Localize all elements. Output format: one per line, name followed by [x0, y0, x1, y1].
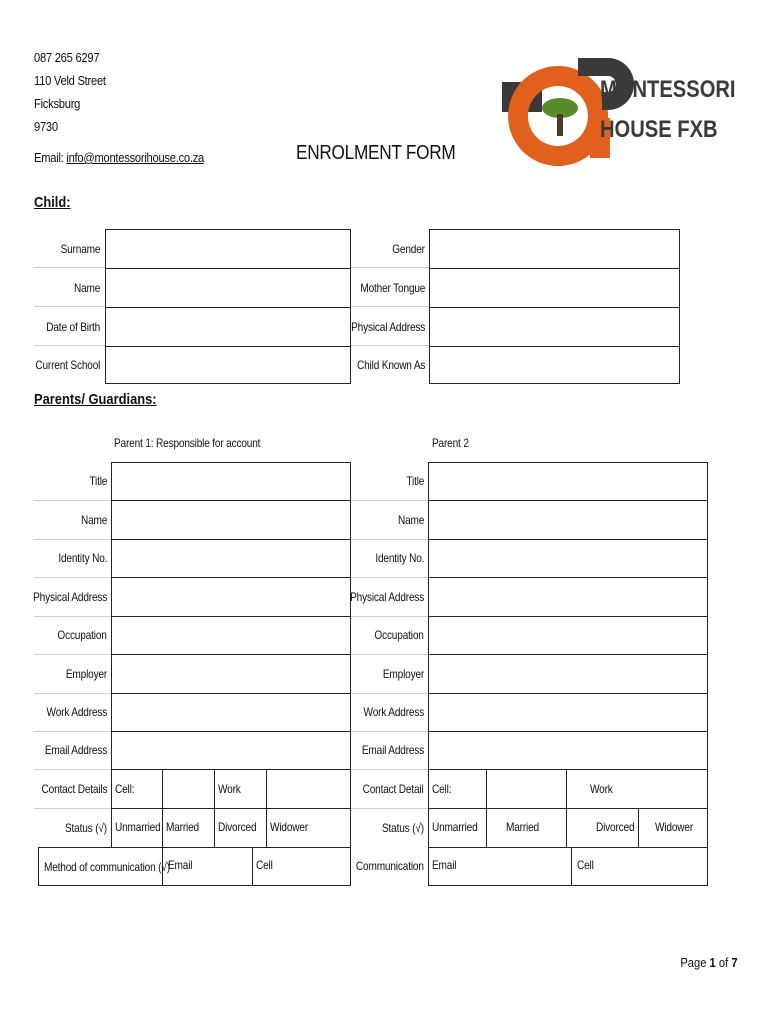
parent2-heading: Parent 2 [432, 436, 469, 450]
current-school-label: Current School [35, 358, 100, 372]
p1-status-unmarried[interactable]: Unmarried [115, 820, 161, 834]
email-label: Email: [34, 150, 64, 165]
child-known-as-label: Child Known As [356, 358, 425, 372]
p2-communication-label: Communication [356, 859, 424, 873]
current-school-field[interactable] [105, 346, 351, 384]
gender-field[interactable] [429, 229, 680, 269]
parent2-communication-row[interactable] [428, 847, 708, 886]
parent1-heading: Parent 1: Responsible for account [114, 436, 261, 450]
p1-method-communication-label: Method of communication (√) [44, 860, 170, 874]
p2-status-label: Status (√) [382, 821, 424, 835]
p2-status-widower[interactable]: Widower [655, 820, 694, 834]
p2-status-married[interactable]: Married [506, 820, 539, 834]
p2-occupation-label: Occupation [374, 628, 424, 642]
surname-field[interactable] [105, 229, 351, 269]
page-number [681, 955, 738, 970]
p2-employer-label: Employer [382, 667, 424, 681]
p1-cell-label: Cell: [115, 782, 135, 796]
p2-email-address-label: Email Address [361, 743, 424, 757]
page-of-word: of [719, 955, 729, 970]
surname-label: Surname [60, 242, 100, 256]
p2-work-address-label: Work Address [363, 705, 424, 719]
page-word: Page [680, 955, 707, 970]
p2-work-label: Work [590, 782, 613, 796]
gender-label: Gender [392, 242, 425, 256]
p1-work-label: Work [218, 782, 241, 796]
p1-status-widower[interactable]: Widower [270, 820, 309, 834]
p2-cell-label: Cell: [432, 782, 452, 796]
p2-contact-detail-label: Contact Detail [363, 782, 424, 796]
p2-identity-label: Identity No. [375, 551, 424, 565]
date-of-birth-label: Date of Birth [46, 320, 100, 334]
p1-work-address-label: Work Address [46, 705, 107, 719]
email-link[interactable]: info@montessorihouse.co.za [66, 150, 205, 165]
p1-contact-details-label: Contact Details [41, 782, 107, 796]
p2-title-label: Title [406, 474, 424, 488]
p2-status-unmarried[interactable]: Unmarried [432, 820, 478, 834]
postal-code: 9730 [34, 119, 58, 134]
p2-name-label: Name [397, 513, 424, 527]
date-of-birth-field[interactable] [105, 307, 351, 347]
page-total: 7 [731, 955, 738, 970]
email-line [34, 146, 204, 169]
phone-number: 087 265 6297 [34, 50, 100, 65]
parents-table [34, 462, 708, 886]
p1-comm-cell[interactable]: Cell [256, 858, 273, 872]
school-logo [500, 56, 736, 174]
mother-tongue-field[interactable] [429, 268, 680, 308]
parents-heading: Parents/ Guardians: [34, 391, 157, 408]
parent2-fields[interactable] [428, 462, 708, 809]
p1-email-address-label: Email Address [44, 743, 107, 757]
child-table [34, 229, 680, 384]
street-address: 110 Veld Street [34, 73, 106, 88]
p1-status-label: Status (√) [65, 821, 107, 835]
p1-name-label: Name [80, 513, 107, 527]
mother-tongue-label: Mother Tongue [360, 281, 425, 295]
child-known-as-field[interactable] [429, 346, 680, 384]
form-title: ENROLMENT FORM [296, 142, 456, 164]
p2-comm-email[interactable]: Email [432, 858, 457, 872]
p1-identity-label: Identity No. [58, 551, 107, 565]
name-field[interactable] [105, 268, 351, 308]
parent1-fields[interactable] [111, 462, 351, 809]
name-label: Name [73, 281, 100, 295]
p1-status-married[interactable]: Married [166, 820, 199, 834]
p1-title-label: Title [89, 474, 107, 488]
child-heading: Child: [34, 194, 71, 211]
p2-physical-address-label: Physical Address [349, 590, 424, 604]
logo-text-line2: HOUSE FXB [600, 116, 718, 143]
p1-employer-label: Employer [65, 667, 107, 681]
p1-status-divorced[interactable]: Divorced [218, 820, 257, 834]
page-current: 1 [709, 955, 717, 970]
logo-graphic [500, 56, 715, 174]
p1-comm-email[interactable]: Email [168, 858, 193, 872]
p1-occupation-label: Occupation [57, 628, 107, 642]
town: Ficksburg [34, 96, 81, 111]
physical-address-field[interactable] [429, 307, 680, 347]
p1-physical-address-label: Physical Address [32, 590, 107, 604]
logo-text-line1: MONTESSORI [600, 76, 736, 103]
p2-status-divorced[interactable]: Divorced [596, 820, 635, 834]
p2-comm-cell[interactable]: Cell [577, 858, 594, 872]
physical-address-label: Physical Address [350, 320, 425, 334]
